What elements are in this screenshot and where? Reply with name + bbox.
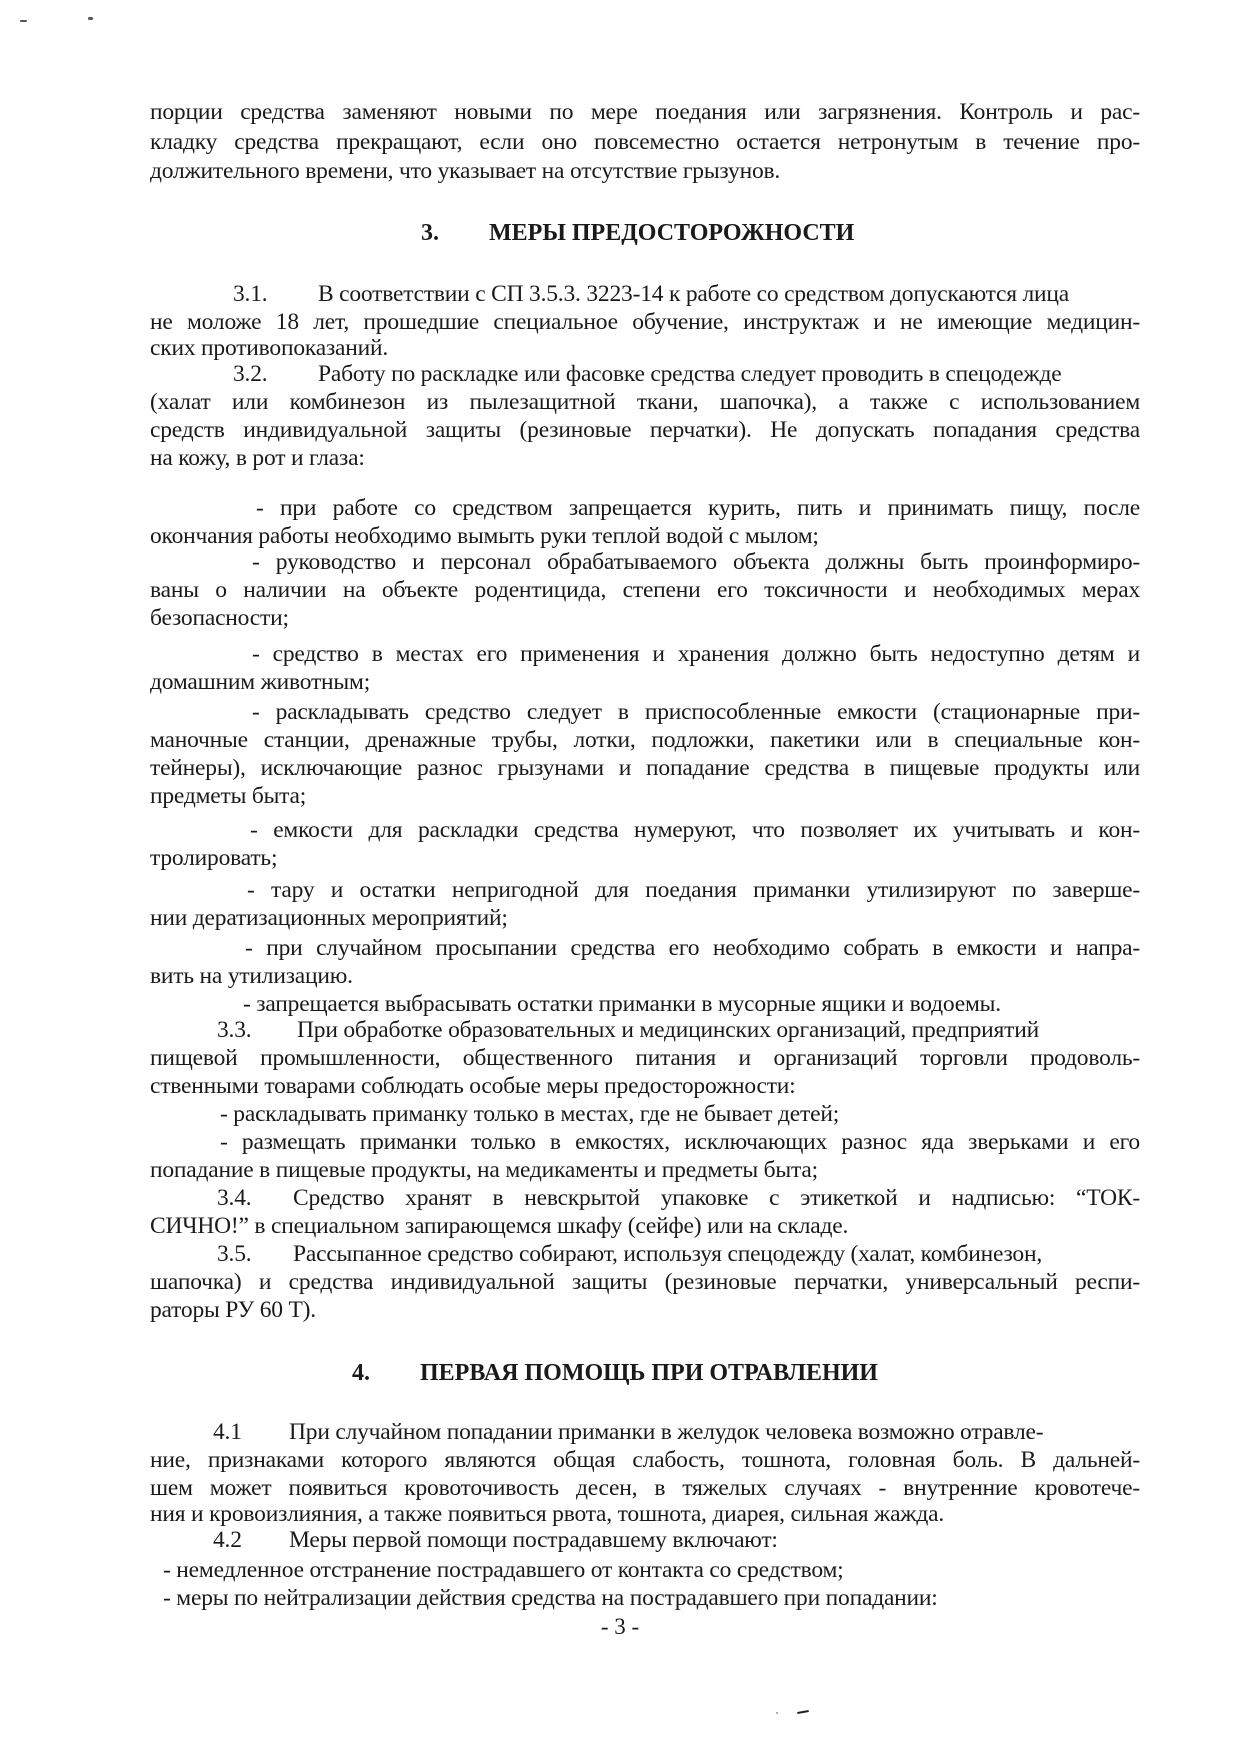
paragraph-4-2-first-line: 4.2 Меры первой помощи пострадавшему включают:	[213, 1527, 778, 1553]
paragraph-line: раторы РУ 60 Т).	[150, 1297, 316, 1323]
paragraph-number: 3.2.	[233, 361, 268, 387]
bullet-line: предметы быта;	[150, 783, 307, 809]
bullet-line: - средство в местах его применения и хранения должно быть недоступно детям и	[252, 641, 1140, 667]
paragraph-line: ственными товарами соблюдать особые меры предосторожности:	[150, 1073, 796, 1099]
paragraph-line: не моложе 18 лет, прошедшие специальное обучение, инструктаж и не имеющие медицин-	[150, 309, 1140, 335]
bullet-line: тролировать;	[150, 845, 278, 871]
bullet-line: - запрещается выбрасывать остатки приманки в мусорные ящики и водоемы.	[243, 991, 1001, 1017]
paragraph-number: 3.4.	[217, 1185, 252, 1211]
bullet-line: вить на утилизацию.	[150, 963, 353, 989]
bullet-line: маночные станции, дренажные трубы, лотки, подложки, пакетики или в специальные кон-	[150, 727, 1140, 753]
bullet-line: - меры по нейтрализации действия средства на пострадавшего при попадании:	[163, 1585, 938, 1611]
scan-speck	[88, 17, 93, 20]
scan-speck	[20, 20, 27, 22]
paragraph-line: шапочка) и средства индивидуальной защиты (резиновые перчатки, универсальный респи-	[150, 1269, 1140, 1295]
paragraph-number: 4.1	[213, 1419, 242, 1445]
paragraph-number: 3.5.	[217, 1241, 252, 1267]
paragraph-number: 3.3.	[217, 1017, 252, 1043]
bullet-line: тейнеры), исключающие разнос грызунами и попадание средства в пищевые продукты или	[150, 755, 1140, 781]
paragraph-3-2-first-line: 3.2. Работу по раскладке или фасовке средства следует проводить в спецодежде	[233, 361, 1062, 387]
paragraph-line: шем может появиться кровоточивость десен, в тяжелых случаях - внутренние кровотече-	[150, 1475, 1140, 1501]
paragraph-3-5-first-line: 3.5. Рассыпанное средство собирают, используя спецодежду (халат, комбинезон,	[217, 1241, 1043, 1267]
paragraph-line: ских противопоказаний.	[150, 335, 389, 361]
bullet-line: - немедленное отстранение пострадавшего от контакта со средством;	[163, 1557, 844, 1583]
paragraph-line: ние, признаками которого являются общая слабость, тошнота, головная боль. В дальней-	[150, 1447, 1140, 1473]
paragraph-4-1-first-line: 4.1 При случайном попадании приманки в желудок человека возможно отравле-	[213, 1419, 1044, 1445]
paragraph-3-4-first-line: 3.4. Средство хранят в невскрытой упаковке с этикеткой и надписью: “ТОК-	[217, 1185, 1140, 1211]
paragraph-line: ния и кровоизлияния, а также появиться рвота, тошнота, диарея, сильная жажда.	[150, 1501, 945, 1527]
section-4-heading	[352, 1360, 878, 1387]
bullet-line: - при работе со средством запрещается курить, пить и принимать пищу, после	[256, 495, 1140, 521]
intro-line: порции средства заменяют новыми по мере поедания или загрязнения. Контроль и рас-	[150, 99, 1140, 125]
bullet-line: нии дератизационных мероприятий;	[150, 905, 508, 931]
page-number: - 3 -	[600, 1614, 640, 1639]
paragraph-line: средств индивидуальной защиты (резиновые перчатки). Не допускать попадания средства	[150, 417, 1140, 443]
paragraph-line: пищевой промышленности, общественного питания и организаций торговли продоволь-	[150, 1045, 1140, 1071]
bullet-line: - размещать приманки только в емкостях, исключающих разнос яда зверьками и его	[220, 1129, 1140, 1155]
section-4-number: 4.	[352, 1360, 370, 1386]
paragraph-number: 4.2	[213, 1527, 242, 1553]
paragraph-3-3-first-line: 3.3. При обработке образовательных и медицинских организаций, предприятий	[217, 1017, 1039, 1043]
intro-line: должительного времени, что указывает на отсутствие грызунов.	[150, 158, 781, 184]
section-3-heading	[421, 220, 854, 247]
bullet-line: - тару и остатки непригодной для поедания приманки утилизируют по заверше-	[247, 877, 1140, 903]
intro-line: кладку средства прекращают, если оно повсеместно остается нетронутым в течение про-	[150, 129, 1140, 155]
paragraph-line: СИЧНО!” в специальном запирающемся шкафу (сейфе) или на складе.	[150, 1213, 849, 1239]
bullet-line: - руководство и персонал обрабатываемого объекта должны быть проинформиро-	[252, 549, 1140, 575]
bullet-line: - раскладывать приманку только в местах, где не бывает детей;	[220, 1101, 840, 1127]
section-3-title: МЕРЫ ПРЕДОСТОРОЖНОСТИ	[489, 220, 855, 246]
section-4-title: ПЕРВАЯ ПОМОЩЬ ПРИ ОТРАВЛЕНИИ	[420, 1360, 878, 1386]
scan-speck	[797, 1710, 809, 1714]
paragraph-number: 3.1.	[233, 281, 268, 307]
scan-speck	[776, 1712, 778, 1714]
bullet-line: - емкости для раскладки средства нумеруют, что позволяет их учитывать и кон-	[250, 817, 1140, 843]
bullet-line: попадание в пищевые продукты, на медикаменты и предметы быта;	[150, 1157, 818, 1183]
bullet-line: безопасности;	[150, 605, 289, 631]
bullet-line: - при случайном просыпании средства его необходимо собрать в емкости и напра-	[245, 935, 1140, 961]
paragraph-line: на кожу, в рот и глаза:	[150, 445, 365, 471]
bullet-line: - раскладывать средство следует в приспособленные емкости (стационарные при-	[252, 699, 1140, 725]
paragraph-3-1-first-line: 3.1. В соответствии с СП 3.5.3. 3223-14 к работе со средством допускаются лица	[233, 281, 1070, 307]
section-3-number: 3.	[421, 220, 439, 246]
bullet-line: ваны о наличии на объекте родентицида, степени его токсичности и необходимых мерах	[150, 577, 1140, 603]
bullet-line: домашним животным;	[150, 669, 371, 695]
bullet-line: окончания работы необходимо вымыть руки теплой водой с мылом;	[150, 523, 819, 549]
paragraph-line: (халат или комбинезон из пылезащитной ткани, шапочка), а также с использованием	[150, 389, 1140, 415]
